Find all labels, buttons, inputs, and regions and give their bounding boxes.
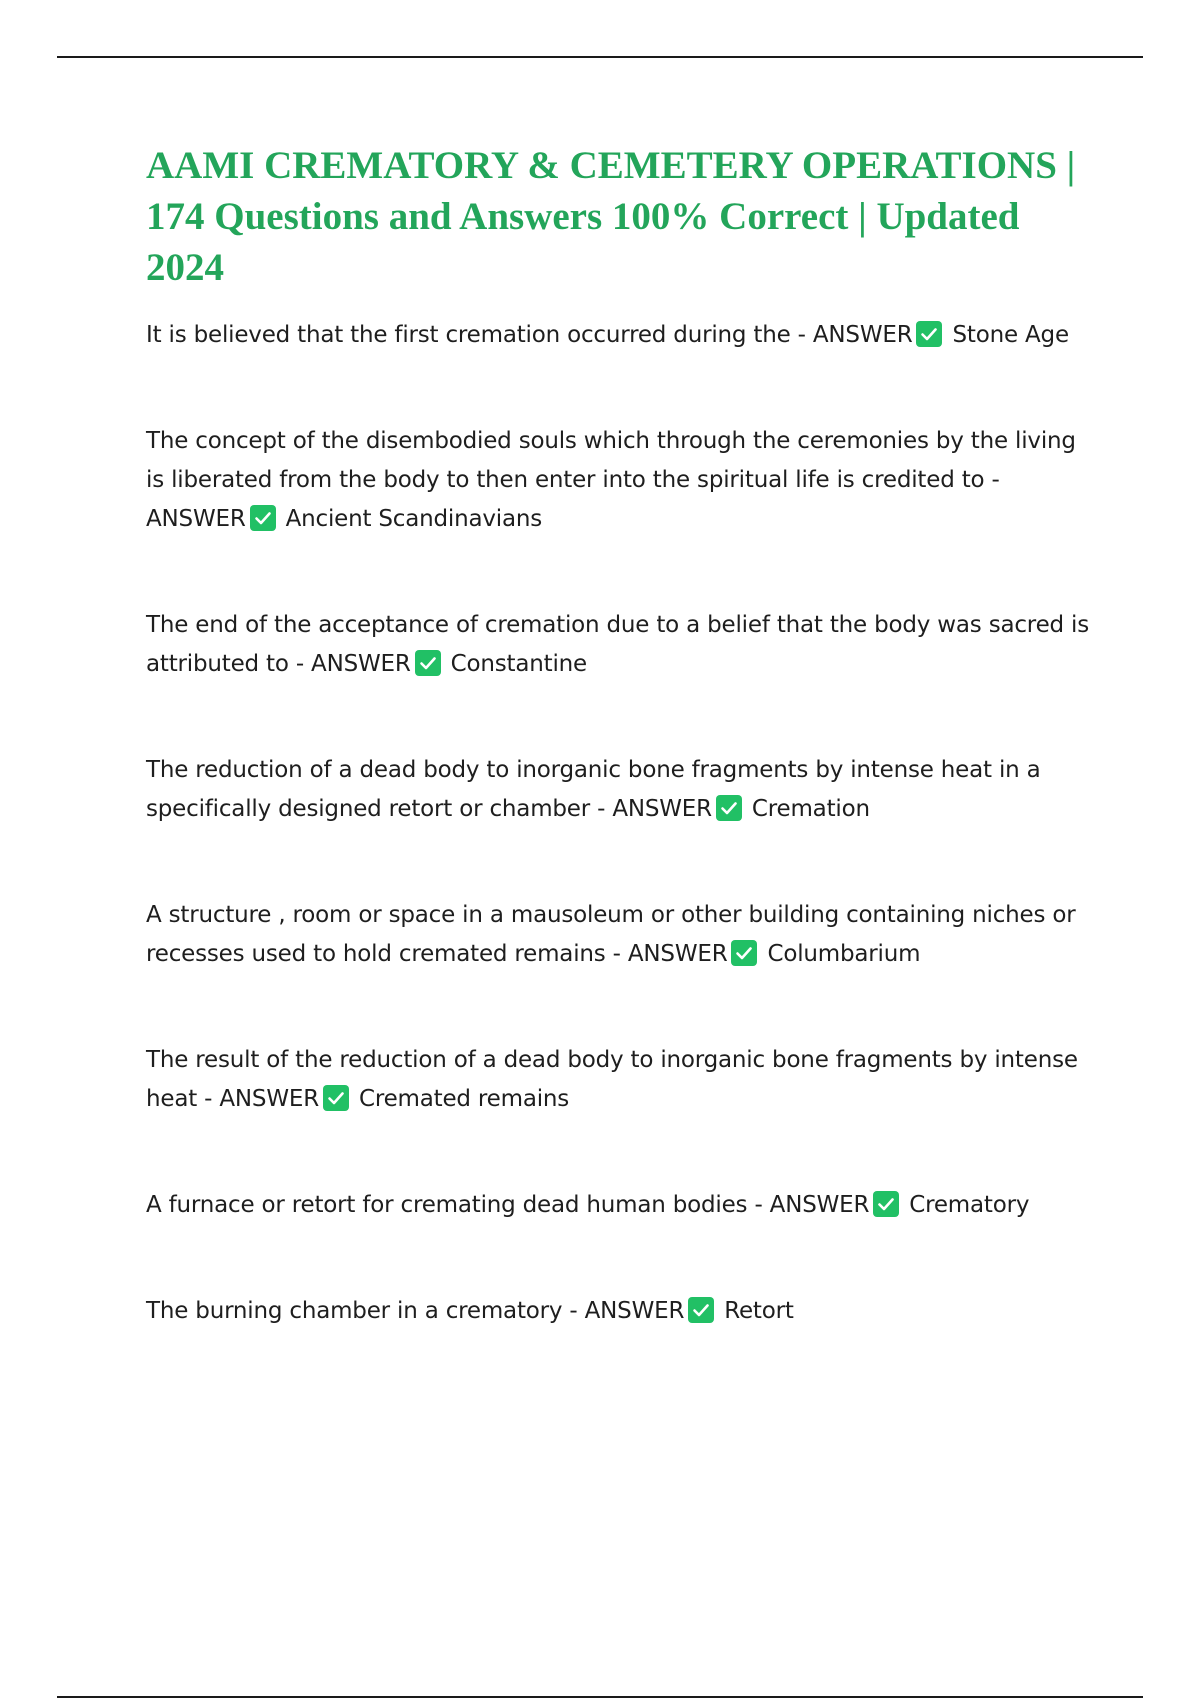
answer-marker: ANSWER bbox=[769, 1192, 870, 1218]
question-text: The end of the acceptance of cremation due to a belief that the body was sacred is attributed to - bbox=[146, 612, 1089, 677]
answer-text: Ancient Scandinavians bbox=[285, 506, 543, 532]
qa-item bbox=[146, 1292, 1096, 1331]
qa-item bbox=[146, 751, 1096, 829]
answer-marker: ANSWER bbox=[584, 1298, 685, 1324]
qa-item bbox=[146, 316, 1096, 355]
top-divider bbox=[57, 56, 1143, 58]
check-mark-icon bbox=[916, 321, 942, 347]
answer-marker: ANSWER bbox=[812, 322, 913, 348]
question-text: It is believed that the first cremation occurred during the - bbox=[146, 322, 813, 348]
qa-item bbox=[146, 422, 1096, 539]
answer-text: Constantine bbox=[450, 651, 587, 677]
answer-marker: ANSWER bbox=[219, 1086, 319, 1112]
question-text: A structure , room or space in a mausoleum or other building containing niches or recesses used to hold cremated remains - bbox=[146, 902, 1076, 967]
answer-text: Columbarium bbox=[767, 941, 921, 967]
question-text: A furnace or retort for cremating dead human bodies - bbox=[146, 1192, 770, 1218]
answer-text: Cremation bbox=[751, 796, 870, 822]
qa-item bbox=[146, 1041, 1096, 1119]
document-body bbox=[146, 140, 1096, 1331]
check-mark-icon bbox=[323, 1085, 349, 1111]
question-text: The burning chamber in a crematory - bbox=[146, 1298, 585, 1324]
question-text: The concept of the disembodied souls which through the ceremonies by the living is liberated from the body to then enter into the spiritual life is credited to - bbox=[146, 428, 1076, 493]
qa-item bbox=[146, 1186, 1096, 1225]
qa-item bbox=[146, 606, 1096, 684]
answer-marker: ANSWER bbox=[311, 651, 411, 677]
check-mark-icon bbox=[415, 650, 441, 676]
check-mark-icon bbox=[731, 940, 757, 966]
question-text: The result of the reduction of a dead body to inorganic bone fragments by intense heat - bbox=[146, 1047, 1078, 1112]
answer-text: Crematory bbox=[909, 1192, 1030, 1218]
qa-item bbox=[146, 896, 1096, 974]
document-title: AAMI CREMATORY & CEMETERY OPERATIONS | 174 Questions and Answers 100% Correct | Updated 2024 bbox=[146, 144, 1076, 289]
answer-marker: ANSWER bbox=[612, 796, 712, 822]
check-mark-icon bbox=[716, 795, 742, 821]
bottom-divider bbox=[57, 1696, 1143, 1698]
answer-marker: ANSWER bbox=[627, 941, 728, 967]
answer-text: Stone Age bbox=[952, 322, 1069, 348]
question-text: The reduction of a dead body to inorganic bone fragments by intense heat in a specifically designed retort or chamber - bbox=[146, 757, 1041, 822]
answer-text: Retort bbox=[724, 1298, 794, 1324]
answer-marker: ANSWER bbox=[146, 506, 246, 532]
answer-text: Cremated remains bbox=[358, 1086, 570, 1112]
check-mark-icon bbox=[250, 505, 276, 531]
check-mark-icon bbox=[873, 1191, 899, 1217]
check-mark-icon bbox=[688, 1297, 714, 1323]
